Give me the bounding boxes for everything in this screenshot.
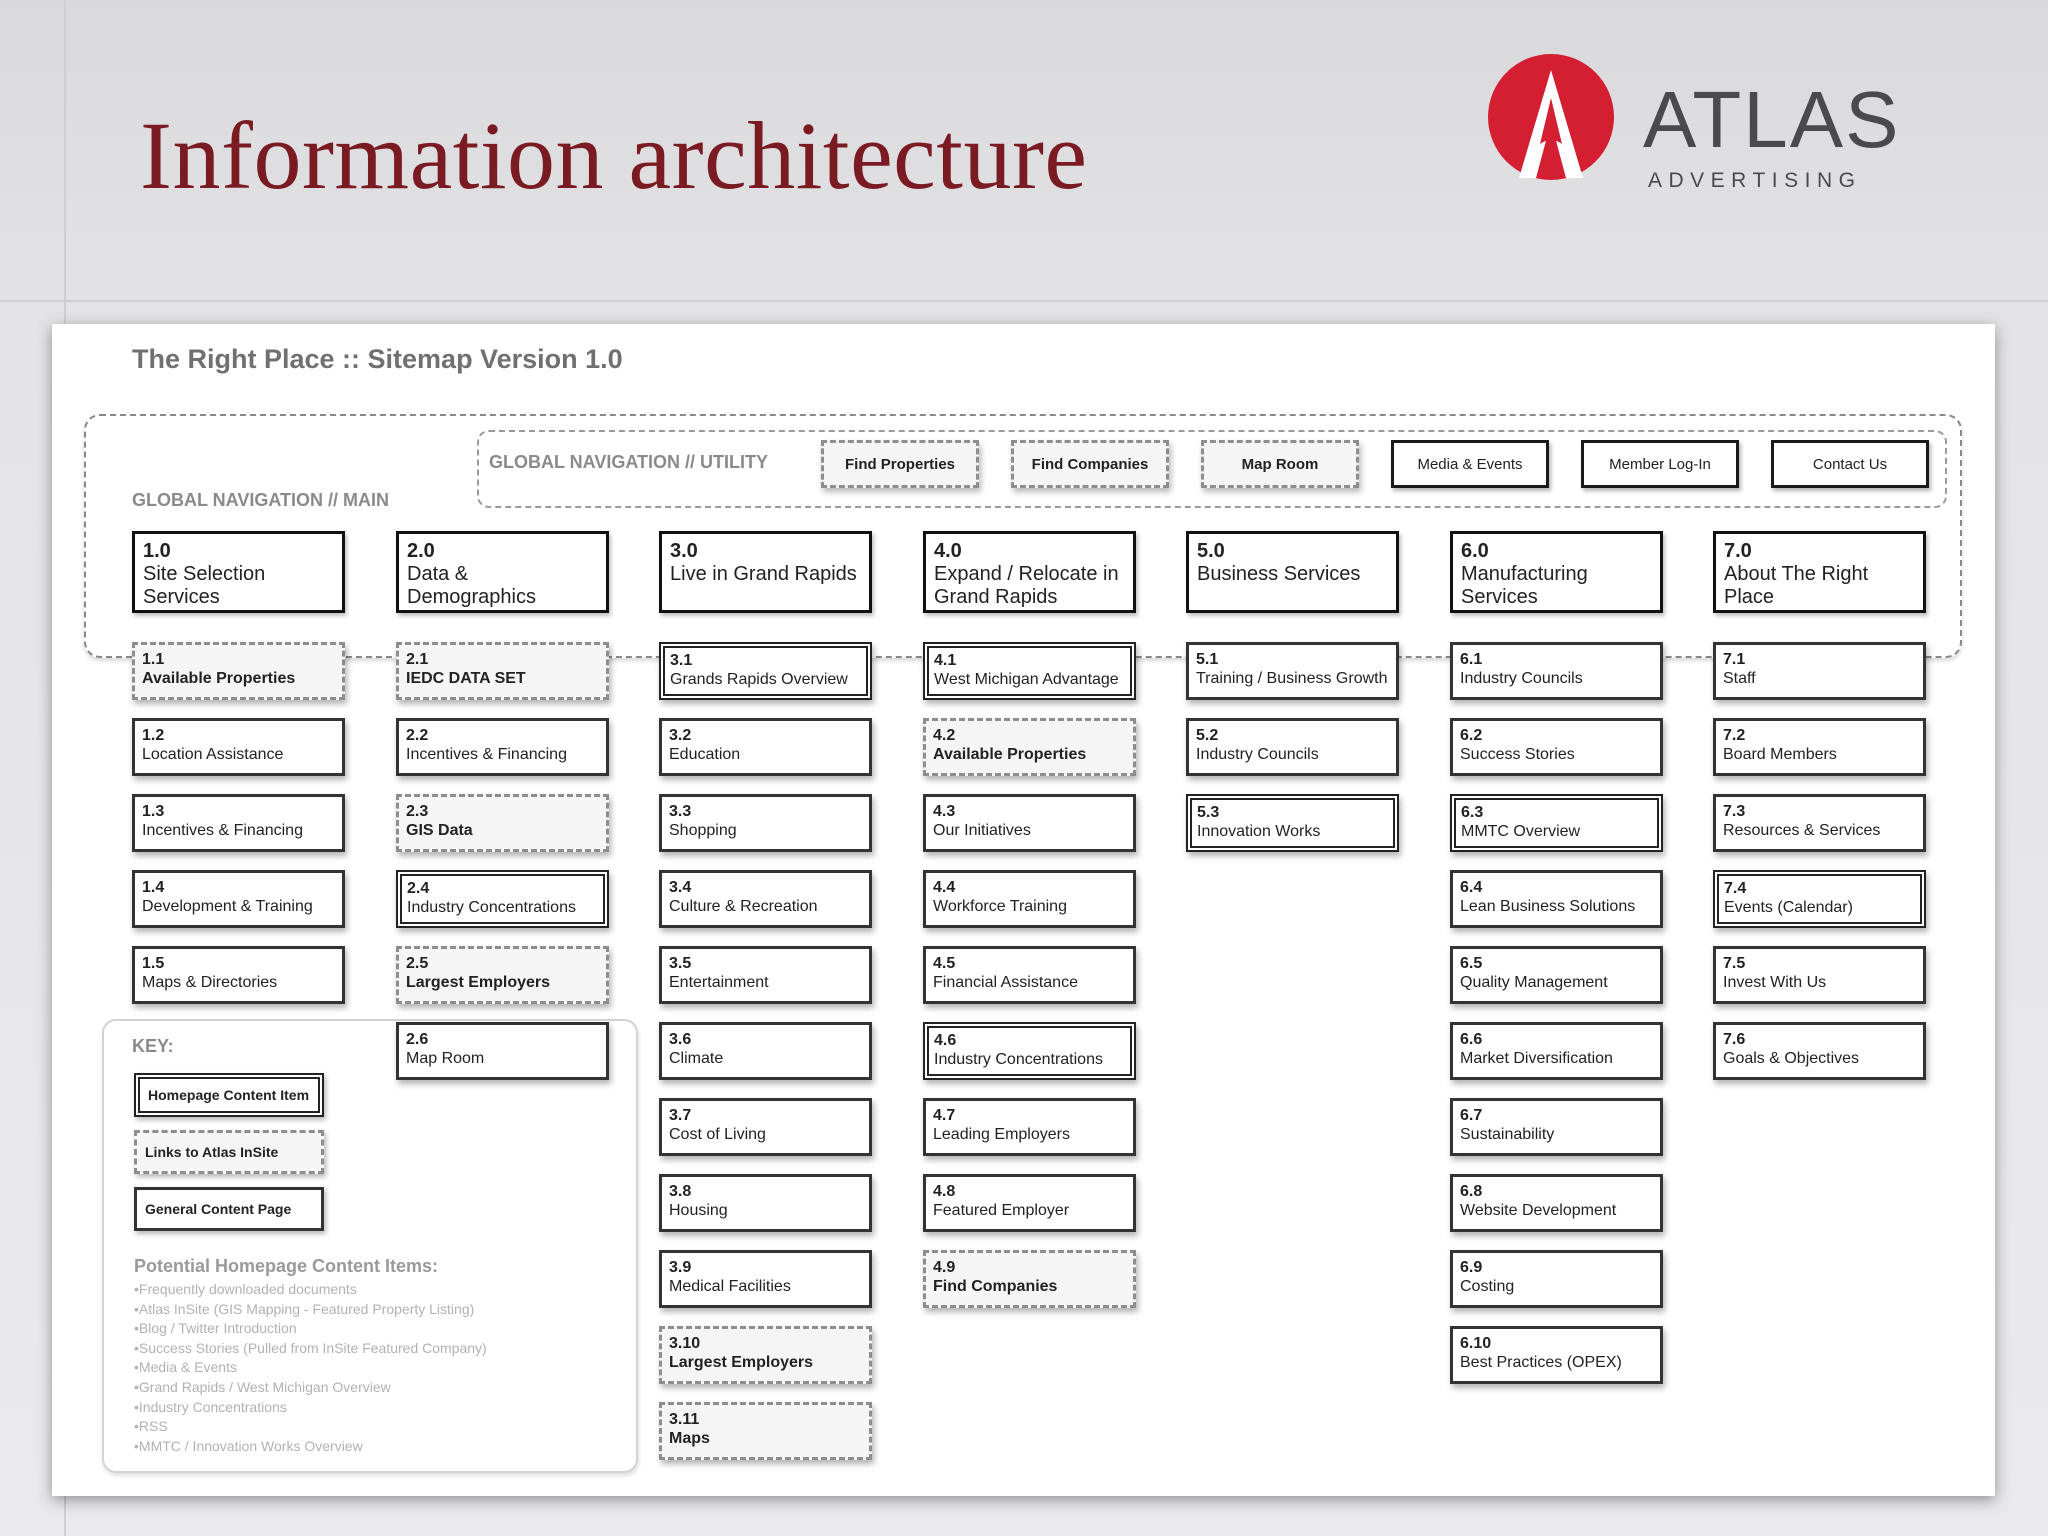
page-card-2-3[interactable] — [396, 794, 609, 852]
slide-horizontal-rule — [0, 300, 2048, 302]
page-number: 1.2 — [142, 727, 165, 744]
section-number: 1.0 — [143, 540, 171, 562]
page-card-6-3[interactable] — [1450, 794, 1663, 852]
page-label: Find Companies — [933, 1278, 1058, 1295]
utility-media-events-button[interactable]: Media & Events — [1391, 440, 1549, 488]
section-number: 4.0 — [934, 540, 962, 562]
page-number: 3.4 — [669, 879, 692, 896]
section-label: Site Selection Services — [143, 563, 266, 608]
page-label: West Michigan Advantage — [934, 671, 1119, 688]
page-label: Market Diversification — [1460, 1050, 1613, 1067]
page-label: Shopping — [669, 822, 737, 839]
page-number: 3.9 — [669, 1259, 692, 1276]
potential-homepage-item: • Industry Concentrations — [134, 1398, 487, 1418]
page-number: 2.4 — [407, 880, 430, 897]
page-label: Innovation Works — [1197, 823, 1321, 840]
page-number: 4.8 — [933, 1183, 956, 1200]
page-number: 1.3 — [142, 803, 165, 820]
utility-nav-label: GLOBAL NAVIGATION // UTILITY — [489, 452, 768, 472]
page-card-4-1[interactable] — [923, 642, 1136, 700]
page-card-3-11[interactable] — [659, 1402, 872, 1460]
main-nav-section-5-0[interactable] — [1186, 531, 1399, 613]
key-item-homepage-content-item: Homepage Content Item — [134, 1073, 324, 1117]
page-number: 4.1 — [934, 652, 957, 669]
page-label: Location Assistance — [142, 746, 284, 763]
page-label: Best Practices (OPEX) — [1460, 1354, 1622, 1371]
page-number: 2.2 — [406, 727, 429, 744]
page-number: 4.3 — [933, 803, 956, 820]
page-number: 1.1 — [142, 651, 165, 668]
potential-homepage-item: • Grand Rapids / West Michigan Overview — [134, 1378, 487, 1398]
page-card-7-1[interactable] — [1713, 642, 1926, 700]
section-number: 2.0 — [407, 540, 435, 562]
page-label: Maps & Directories — [142, 974, 278, 991]
page-label: Workforce Training — [933, 898, 1067, 915]
page-card-6-7[interactable] — [1450, 1098, 1663, 1156]
page-number: 3.10 — [669, 1335, 701, 1352]
potential-homepage-item: • Frequently downloaded documents — [134, 1280, 487, 1300]
page-number: 6.3 — [1461, 804, 1484, 821]
page-number: 4.7 — [933, 1107, 956, 1124]
main-nav-section-3-0[interactable] — [659, 531, 872, 613]
page-label: Featured Employer — [933, 1202, 1070, 1219]
page-card-7-6[interactable] — [1713, 1022, 1926, 1080]
potential-homepage-item: • MMTC / Innovation Works Overview — [134, 1437, 487, 1457]
page-card-7-2[interactable] — [1713, 718, 1926, 776]
page-label: Culture & Recreation — [669, 898, 818, 915]
utility-member-log-in-button[interactable]: Member Log-In — [1581, 440, 1739, 488]
page-label: Industry Concentrations — [934, 1051, 1103, 1068]
page-label: Sustainability — [1460, 1126, 1555, 1143]
page-number: 4.9 — [933, 1259, 956, 1276]
page-card-5-2[interactable] — [1186, 718, 1399, 776]
page-card-3-6[interactable] — [659, 1022, 872, 1080]
sitemap-sheet — [52, 324, 1995, 1496]
utility-find-properties-button[interactable]: Find Properties — [821, 440, 979, 488]
utility-find-companies-button[interactable]: Find Companies — [1011, 440, 1169, 488]
page-number: 7.2 — [1723, 727, 1746, 744]
page-label: Largest Employers — [669, 1354, 814, 1371]
key-item-links-to-atlas-insite: Links to Atlas InSite — [134, 1130, 324, 1174]
section-label: About The Right Place — [1724, 563, 1869, 608]
page-number: 2.6 — [406, 1031, 429, 1048]
potential-homepage-item: • RSS — [134, 1417, 487, 1437]
page-label: Financial Assistance — [933, 974, 1078, 991]
page-label: Cost of Living — [669, 1126, 766, 1143]
utility-contact-us-button[interactable]: Contact Us — [1771, 440, 1929, 488]
page-card-3-8[interactable] — [659, 1174, 872, 1232]
page-number: 4.5 — [933, 955, 956, 972]
page-card-4-6[interactable] — [923, 1022, 1136, 1080]
page-number: 4.2 — [933, 727, 956, 744]
page-label: Leading Employers — [933, 1126, 1070, 1143]
page-card-6-8[interactable] — [1450, 1174, 1663, 1232]
page-number: 2.5 — [406, 955, 429, 972]
potential-homepage-item: • Media & Events — [134, 1358, 487, 1378]
page-label: Map Room — [406, 1050, 485, 1067]
page-number: 6.7 — [1460, 1107, 1483, 1124]
page-card-1-3[interactable] — [132, 794, 345, 852]
page-number: 6.1 — [1460, 651, 1483, 668]
page-card-1-4[interactable] — [132, 870, 345, 928]
page-label: Industry Councils — [1460, 670, 1583, 687]
section-label: Business Services — [1197, 563, 1361, 585]
slide-title: Information architecture — [140, 102, 1088, 209]
page-card-4-3[interactable] — [923, 794, 1136, 852]
potential-homepage-item: • Atlas InSite (GIS Mapping - Featured Property Listing) — [134, 1300, 487, 1320]
main-nav-section-7-0[interactable] — [1713, 531, 1926, 613]
page-card-3-4[interactable] — [659, 870, 872, 928]
section-number: 7.0 — [1724, 540, 1752, 562]
atlas-logo-mark-icon — [1486, 52, 1616, 182]
key-title: KEY: — [132, 1036, 174, 1056]
page-label: MMTC Overview — [1461, 823, 1581, 840]
section-label: Manufacturing Services — [1461, 563, 1588, 608]
main-nav-section-1-0[interactable] — [132, 531, 345, 613]
page-label: Costing — [1460, 1278, 1515, 1295]
page-label: Available Properties — [142, 670, 296, 687]
page-card-5-3[interactable] — [1186, 794, 1399, 852]
page-label: Training / Business Growth — [1196, 670, 1388, 687]
page-label: Grands Rapids Overview — [670, 671, 848, 688]
logo-wordmark: ATLAS — [1643, 75, 1901, 164]
page-number: 4.4 — [933, 879, 956, 896]
page-label: IEDC DATA SET — [406, 670, 526, 687]
page-label: Medical Facilities — [669, 1278, 791, 1295]
page-card-3-10[interactable] — [659, 1326, 872, 1384]
section-number: 6.0 — [1461, 540, 1489, 562]
page-number: 3.8 — [669, 1183, 692, 1200]
page-card-6-4[interactable] — [1450, 870, 1663, 928]
page-number: 6.5 — [1460, 955, 1483, 972]
potential-homepage-item: • Blog / Twitter Introduction — [134, 1319, 487, 1339]
page-label: Industry Councils — [1196, 746, 1319, 763]
page-card-6-5[interactable] — [1450, 946, 1663, 1004]
page-card-3-5[interactable] — [659, 946, 872, 1004]
page-label: Housing — [669, 1202, 728, 1219]
page-number: 3.5 — [669, 955, 692, 972]
page-card-3-3[interactable] — [659, 794, 872, 852]
page-number: 2.1 — [406, 651, 429, 668]
page-label: Education — [669, 746, 741, 763]
page-label: Largest Employers — [406, 974, 551, 991]
main-nav-section-2-0[interactable] — [396, 531, 609, 613]
page-card-2-2[interactable] — [396, 718, 609, 776]
page-number: 3.11 — [669, 1411, 700, 1428]
page-card-1-5[interactable] — [132, 946, 345, 1004]
page-card-4-9[interactable] — [923, 1250, 1136, 1308]
page-card-7-3[interactable] — [1713, 794, 1926, 852]
page-number: 1.4 — [142, 879, 165, 896]
page-label: Incentives & Financing — [142, 822, 303, 839]
section-number: 5.0 — [1197, 540, 1225, 562]
page-label: Invest With Us — [1723, 974, 1827, 991]
page-number: 5.3 — [1197, 804, 1220, 821]
page-number: 6.6 — [1460, 1031, 1483, 1048]
page-number: 7.5 — [1723, 955, 1746, 972]
page-card-3-9[interactable] — [659, 1250, 872, 1308]
page-card-6-6[interactable] — [1450, 1022, 1663, 1080]
page-label: Lean Business Solutions — [1460, 898, 1636, 915]
potential-homepage-list — [134, 1280, 487, 1456]
page-number: 3.3 — [669, 803, 692, 820]
page-number: 6.10 — [1460, 1335, 1492, 1352]
page-card-1-1[interactable] — [132, 642, 345, 700]
page-card-4-5[interactable] — [923, 946, 1136, 1004]
page-number: 5.1 — [1196, 651, 1219, 668]
main-nav-section-4-0[interactable] — [923, 531, 1136, 613]
page-card-4-4[interactable] — [923, 870, 1136, 928]
page-card-2-5[interactable] — [396, 946, 609, 1004]
page-number: 5.2 — [1196, 727, 1219, 744]
page-label: Available Properties — [933, 746, 1087, 763]
main-nav-label: GLOBAL NAVIGATION // MAIN — [132, 490, 389, 510]
page-label: Incentives & Financing — [406, 746, 567, 763]
page-number: 6.9 — [1460, 1259, 1483, 1276]
page-card-6-9[interactable] — [1450, 1250, 1663, 1308]
page-number: 3.2 — [669, 727, 692, 744]
page-number: 7.6 — [1723, 1031, 1746, 1048]
page-card-2-1[interactable] — [396, 642, 609, 700]
page-number: 3.6 — [669, 1031, 692, 1048]
page-card-6-1[interactable] — [1450, 642, 1663, 700]
page-label: Our Initiatives — [933, 822, 1031, 839]
page-card-5-1[interactable] — [1186, 642, 1399, 700]
section-label: Live in Grand Rapids — [670, 563, 857, 585]
sitemap-title: The Right Place :: Sitemap Version 1.0 — [132, 344, 623, 374]
page-card-7-4[interactable] — [1713, 870, 1926, 928]
page-card-3-1[interactable] — [659, 642, 872, 700]
page-label: Website Development — [1460, 1202, 1617, 1219]
page-card-4-7[interactable] — [923, 1098, 1136, 1156]
page-number: 6.8 — [1460, 1183, 1483, 1200]
page-label: Entertainment — [669, 974, 769, 991]
key-item-general-content-page: General Content Page — [134, 1187, 324, 1231]
page-number: 7.4 — [1724, 880, 1747, 897]
page-number: 6.2 — [1460, 727, 1483, 744]
page-number: 3.7 — [669, 1107, 692, 1124]
page-label: Development & Training — [142, 898, 313, 915]
potential-homepage-item: • Success Stories (Pulled from InSite Featured Company) — [134, 1339, 487, 1359]
page-number: 7.3 — [1723, 803, 1746, 820]
page-card-2-4[interactable] — [396, 870, 609, 928]
section-label: Data & Demographics — [407, 563, 536, 608]
page-card-4-2[interactable] — [923, 718, 1136, 776]
page-card-6-10[interactable] — [1450, 1326, 1663, 1384]
utility-map-room-button[interactable]: Map Room — [1201, 440, 1359, 488]
section-label: Expand / Relocate in Grand Rapids — [934, 563, 1119, 608]
page-label: Board Members — [1723, 746, 1837, 763]
page-number: 6.4 — [1460, 879, 1483, 896]
page-label: Maps — [669, 1430, 710, 1447]
page-number: 2.3 — [406, 803, 429, 820]
page-card-6-2[interactable] — [1450, 718, 1663, 776]
page-card-3-2[interactable] — [659, 718, 872, 776]
page-label: Events (Calendar) — [1724, 899, 1853, 916]
page-number: 4.6 — [934, 1032, 957, 1049]
page-number: 1.5 — [142, 955, 165, 972]
page-label: Climate — [669, 1050, 724, 1067]
page-label: Goals & Objectives — [1723, 1050, 1860, 1067]
page-label: GIS Data — [406, 822, 473, 839]
page-card-1-2[interactable] — [132, 718, 345, 776]
page-label: Staff — [1723, 670, 1756, 687]
page-card-3-7[interactable] — [659, 1098, 872, 1156]
page-number: 3.1 — [670, 652, 693, 669]
logo-subtext: ADVERTISING — [1648, 169, 1862, 192]
page-label: Industry Concentrations — [407, 899, 576, 916]
main-nav-section-6-0[interactable] — [1450, 531, 1663, 613]
page-card-4-8[interactable] — [923, 1174, 1136, 1232]
page-number: 7.1 — [1723, 651, 1746, 668]
page-card-7-5[interactable] — [1713, 946, 1926, 1004]
page-label: Resources & Services — [1723, 822, 1881, 839]
page-label: Success Stories — [1460, 746, 1575, 763]
potential-homepage-title: Potential Homepage Content Items: — [134, 1256, 439, 1276]
page-label: Quality Management — [1460, 974, 1608, 991]
atlas-logo — [1486, 52, 1901, 202]
section-number: 3.0 — [670, 540, 698, 562]
